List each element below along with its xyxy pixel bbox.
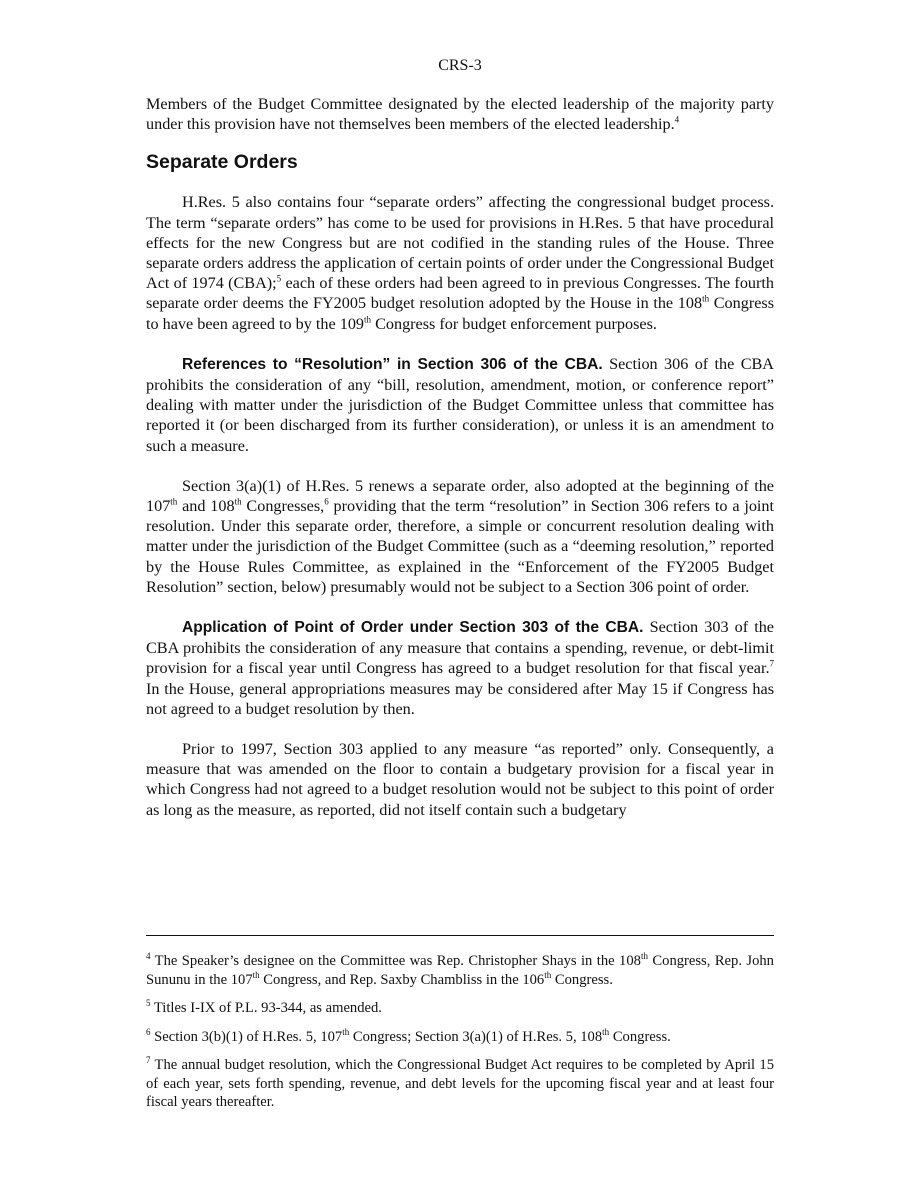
paragraph-section-303: Application of Point of Order under Section 303 of the CBA. Section 303 of the CBA prohibits the consideration of any measure that contains a spending, revenue, or debt-limit provision for a fiscal year until Congress has agreed to a budget resolution for that fiscal year.$^7$ In the House, general appropriations measures may be considered after May 15 if Congress has not agreed to a budget resolution by then. <box>146 618 774 718</box>
run-in-heading-306: References to “Resolution” in Section 306 of the CBA. <box>182 355 603 373</box>
page-number-header: CRS-3 <box>438 57 482 74</box>
footnote-5: $^5$ Titles I-IX of P.L. 93-344, as amended. <box>146 998 382 1016</box>
paragraph-separate-orders: H.Res. 5 also contains four “separate orders” affecting the congressional budget process. The term “separate orders” has come to be used for provisions in H.Res. 5 that have procedural effects for the new Congress but are not codified in the standing rules of the House. Three separate orders address the application of certain points of order under the Congressional Budget Act of 1974 (CBA);$^5$ each of these orders had been agreed to in previous Congresses. The fourth separate order deems the FY2005 budget resolution adopted by the House in the 108th Congress to have been agreed to by the 109th Congress for budget enforcement purposes. <box>146 193 774 333</box>
footnote-ref-6[interactable]: 6 <box>324 496 329 507</box>
paragraph-section-306: References to “Resolution” in Section 306 of the CBA. Section 306 of the CBA prohibits the consideration of any “bill, resolution, amendment, motion, or conference report” dealing with matter under the jurisdiction of the Budget Committee unless that committee has reported it (or been discharged from its further consideration), or unless it is an amendment to such a measure. <box>146 354 774 455</box>
footnote-ref-7[interactable]: 7 <box>769 659 774 670</box>
footnote-4: $^4$ The Speaker’s designee on the Committee was Rep. Christopher Shays in the 108th Congress, Rep. John Sununu in the 107th Congress, and Rep. Saxby Chambliss in the 106th Congress. <box>146 951 774 988</box>
body-text <box>146 94 774 820</box>
paragraph-section-3a1: Section 3(a)(1) of H.Res. 5 renews a separate order, also adopted at the beginning of the 107th and 108th Congresses,$^6$ providing that the term “resolution” in Section 306 refers to a joint resolution. Under this separate order, therefore, a simple or concurrent resolution dealing with matter under the jurisdiction of the Budget Committee (such as a “deeming resolution,” reported by the House Rules Committee, as explained in the “Enforcement of the FY2005 Budget Resolution” section, below) presumably would not be subject to a Section 306 point of order. <box>146 476 775 596</box>
run-in-heading-303: Application of Point of Order under Section 303 of the CBA. <box>182 619 644 637</box>
footnote-divider <box>146 935 774 936</box>
footnote-7: $^7$ The annual budget resolution, which the Congressional Budget Act requires to be completed by April 15 of each year, sets forth spending, revenue, and debt levels for the upcoming fiscal year and at least four fiscal years thereafter. <box>146 1055 774 1110</box>
footnote-6: $^6$ Section 3(b)(1) of H.Res. 5, 107th Congress; Section 3(a)(1) of H.Res. 5, 108th Congress. <box>146 1026 671 1045</box>
paragraph-prior-1997: Prior to 1997, Section 303 applied to any measure “as reported” only. Consequently, a measure that was amended on the floor to contain a budgetary provision for a fiscal year in which Congress had not agreed to a budget resolution would not be subject to this point of order as long as the measure, as reported, did not itself contain such a budgetary <box>146 740 774 819</box>
section-heading: Separate Orders <box>146 151 298 174</box>
carryover-paragraph: Members of the Budget Committee designated by the elected leadership of the majority party under this provision have not themselves been members of the elected leadership.$^4$ <box>146 95 774 134</box>
footnotes <box>146 935 774 1122</box>
footnote-ref-5[interactable]: 5 <box>276 273 282 284</box>
footnote-ref-4[interactable]: 4 <box>674 114 680 125</box>
